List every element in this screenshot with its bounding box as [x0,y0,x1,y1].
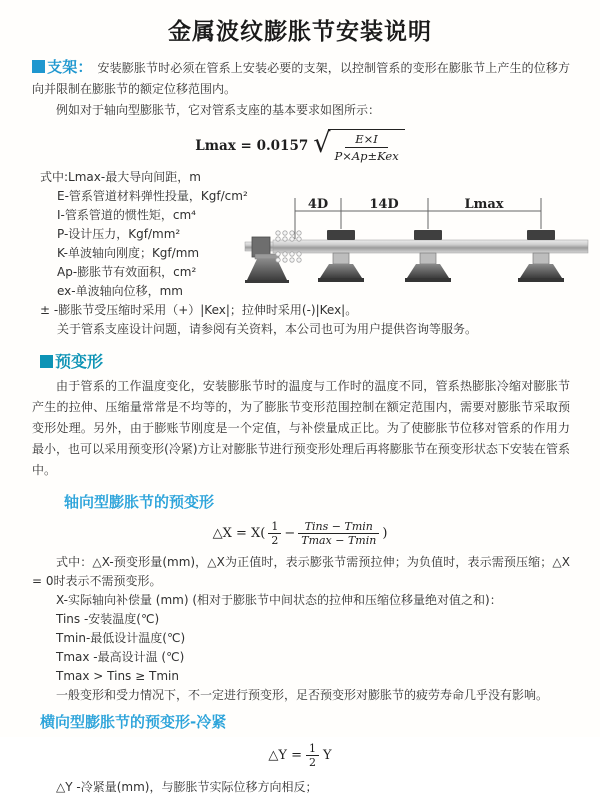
formula-lmax-numerator: E×I [345,132,388,148]
axial-note-tins: Tins -安装温度(℃) [56,612,160,627]
formula-lmax [0,129,600,164]
sqrt-expression [313,129,404,164]
formula-delta-x [0,520,600,547]
pipe-support-diagram [243,193,595,288]
support-section-text: 安装膨胀节时必须在管系上安装必要的支架，以控制管系的变形在膨胀节上产生的位移方向并限制在膨胀节的额定位移范围内。 [32,61,570,96]
axial-note-x: X-实际轴向补偿量 (mm) (相对于膨胀节中间状态的拉伸和压缩位移量绝对值之和)： [56,593,502,608]
support-section-label: 支架： [47,58,93,76]
formula-lmax-lhs: Lmax = 0.0157 [195,138,309,155]
def-item-i: I-管系管道的惯性矩，cm⁴ [57,207,196,222]
formula-delta-y [0,742,600,769]
formula-lmax-denominator: P×Ap±Kex [334,149,399,164]
teal-square-icon [40,355,53,368]
guide-support [405,230,451,282]
preform-paragraph: 由于管系的工作温度变化，安装膨胀节时的温度与工作时的温度不同，管系热膨胀冷缩对膨胀节产生的拉伸、压缩量常常是不均等的，为了膨胀节变形范围控制在额定范围内，需要对膨胀节采取预变形处理。另外，由于膨账节刚度是一个定值，与补偿量成正比。为了使膨胀节位移对管系的作用力最小，也可以采用预变形(冷紧)方让对膨胀节进行预变形处理后再将膨胀节在预变形状态下安装在管系中。 [32,378,570,477]
consult-note: 关于管系支座设计问题，请参阅有关资料，本公司也可为用户提供咨询等服务。 [57,321,478,336]
minus-operator: − [284,525,296,541]
page-title: 金属波纹膨胀节安装说明 [168,19,432,45]
formula-dx-lhs: △X = X( [212,525,266,541]
formula-dy-rhs: Y [323,748,332,764]
lateral-preform-heading: 横向型膨胀节的预变形-冷紧 [40,713,227,732]
axial-note-inequality: Tmax > Tins ≥ Tmin [56,669,179,684]
blue-square-icon [32,60,45,73]
dim-label-lmax: Lmax [464,197,504,212]
fraction-temperature: $\frac{\text{Tins − Tmin}}{Tmax - Tmin}$ [298,520,379,547]
def-intro: 式中:Lmax-最大导向间距，m [40,169,201,184]
pipe [245,240,588,253]
guide-support [318,230,364,282]
formula-dx-rhs: ) [382,525,388,541]
def-item-e: E-管系管道材料弹性投量，Kgf/cm² [57,188,248,203]
fraction-one-half-y: $\frac{1}{2}$ [306,742,319,769]
lateral-note-deltay: △Y -冷紧量(mm)，与膨胀节实际位移方向相反； [56,779,318,794]
def-pm-note: ± -膨胀节受压缩时采用（+）|Kex|；拉伸时采用(-)|Kex|。 [40,302,358,317]
def-item-p: P-设计压力，Kgf/mm² [57,226,181,241]
axial-note-general: 一般变形和受力情况下，不一定进行预变形，足否预变形对膨胀节的疲劳寿命几乎没有影响。 [56,688,549,703]
example-line: 例如对于轴向型膨胀节，它对管系支座的基本要求如图所示： [56,103,381,117]
dim-label-4d: 4D [307,197,329,212]
formula-dy-lhs: △Y = [268,748,302,764]
dim-label-14d: 14D [369,197,399,212]
def-item-k: K-单波轴向刚度；Kgf/mm [57,245,200,260]
preform-section-label: 预变形 [55,351,104,371]
axial-note-tmin: Tmin-最低设计温度(℃) [56,631,186,646]
support-paragraph [32,57,570,100]
def-item-ap: Ap-膨胀节有效面积，cm² [57,264,197,279]
guide-support [518,230,564,282]
def-item-ex: ex-单波轴向位移，mm [57,283,183,298]
preform-section-header [40,349,600,372]
fraction-one-half: $\frac{1}{2}$ [268,520,281,547]
axial-preform-heading: 轴向型膨胀节的预变形 [64,492,215,511]
axial-note-deltax: 式中：△X-预变形量(mm)，△X为正值时，表示膨张节需预拉伸；为负值时，表示需预压缩；△X = 0时表示不需预变形。 [32,555,570,589]
axial-note-tmax: Tmax -最高设计温 (℃) [56,650,185,665]
radical-glyph: √ [313,128,331,159]
